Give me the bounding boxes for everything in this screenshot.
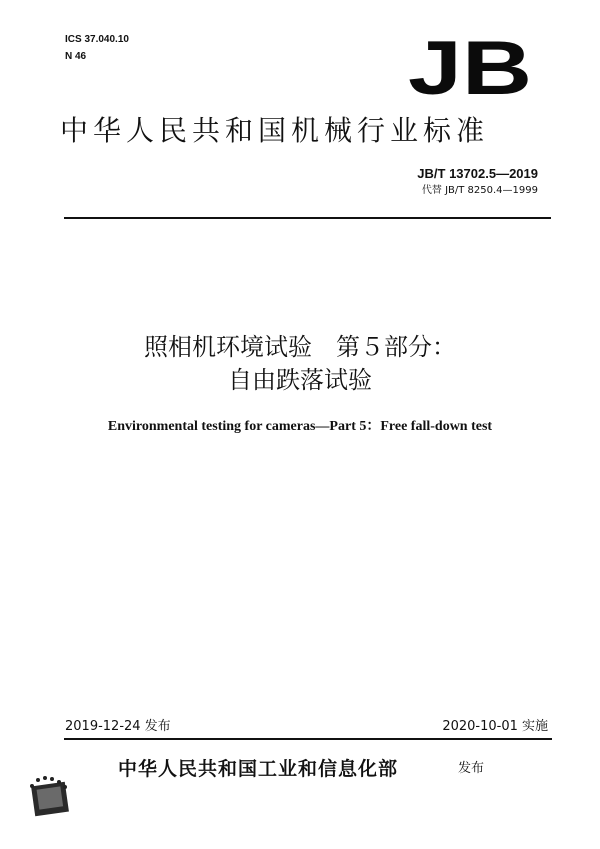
jb-logo-text: JB xyxy=(408,36,532,100)
footer-divider xyxy=(64,738,552,740)
standard-number: JB/T 13702.5—2019 xyxy=(417,166,538,181)
jb-logo xyxy=(405,36,535,100)
document-title-line1: 照相机环境试验 第５部分： xyxy=(144,333,456,361)
publish-date: 2019-12-24 发布 xyxy=(65,719,171,734)
standard-category-title: 中华人民共和国机械行业标准 xyxy=(60,114,490,147)
ics-code: ICS 37.040.10 xyxy=(65,34,129,45)
classification-code: N 46 xyxy=(65,51,87,62)
header-divider xyxy=(64,217,551,219)
issuer-suffix: 发布 xyxy=(458,761,485,776)
replaces-standard: 代替 JB/T 8250.4—1999 xyxy=(421,185,538,196)
publisher-seal-icon xyxy=(28,774,74,820)
issuing-authority: 中华人民共和国工业和信息化部 xyxy=(118,758,399,780)
document-title-line2: 自由跌落试验 xyxy=(228,366,372,394)
document-title-english: Environmental testing for cameras—Part 5：Free fall-down test xyxy=(107,419,493,434)
implement-date: 2020-10-01 实施 xyxy=(442,719,548,734)
